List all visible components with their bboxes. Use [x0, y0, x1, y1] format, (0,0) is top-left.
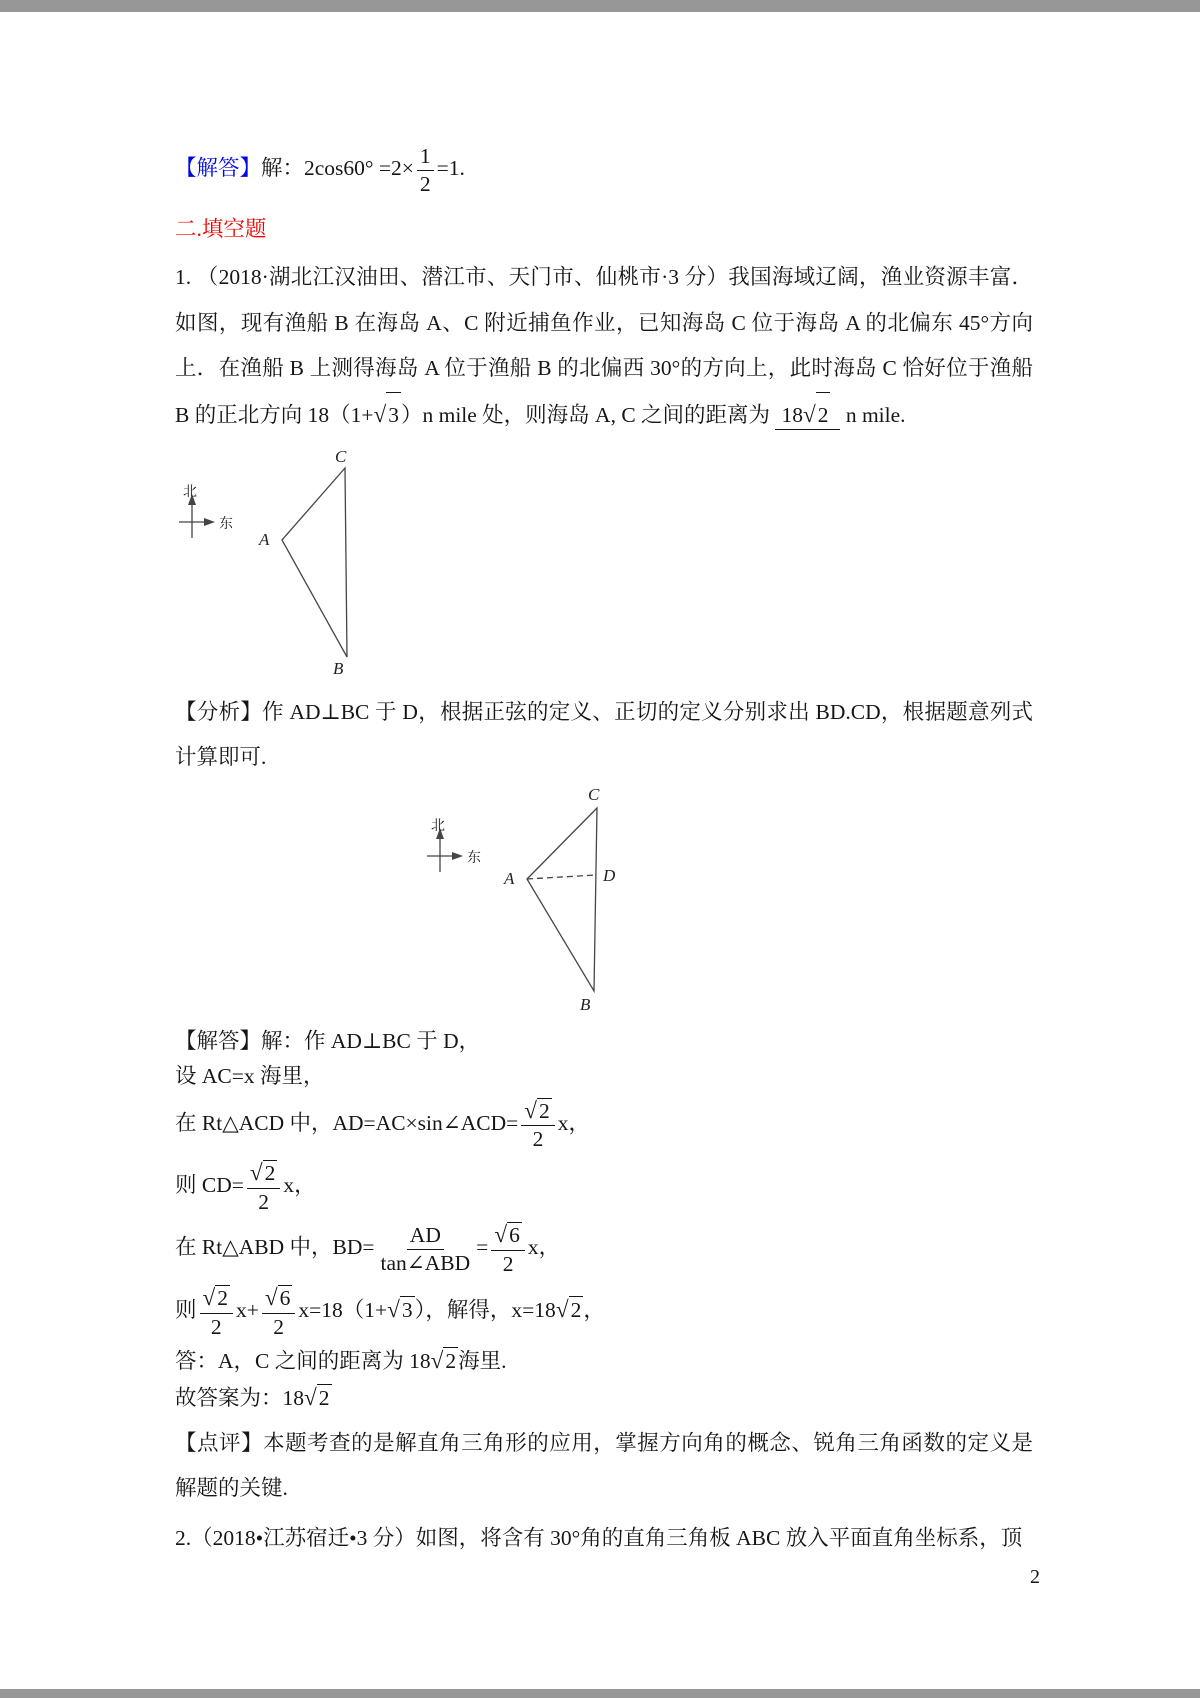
- analysis-paragraph: [175, 690, 1033, 780]
- solution-text: x，: [557, 1110, 591, 1135]
- problem2-paragraph: [175, 1516, 1033, 1561]
- fraction-sqrt6-over-2: $\frac{√6}{2}$: [491, 1222, 525, 1276]
- solution-text: 故答案为：18: [175, 1386, 305, 1411]
- east-arrowhead: [452, 852, 463, 860]
- solution-line-5: [175, 1222, 1033, 1276]
- equals-sign: =: [476, 1235, 489, 1260]
- fraction-sqrt6-over-2: $\frac{√6}{2}$: [262, 1285, 296, 1339]
- solution-text: x+: [236, 1298, 259, 1322]
- solution-line-6: [175, 1285, 1033, 1339]
- solution-text: 设 AC=x 海里，: [175, 1063, 325, 1088]
- answer-label: 【解答】: [175, 1028, 262, 1053]
- sqrt-3: √3: [387, 1297, 413, 1323]
- page-content: [175, 136, 1033, 1561]
- solution-text: x，: [283, 1173, 316, 1198]
- problem1-paragraph: [175, 255, 1033, 439]
- east-arrowhead: [204, 518, 215, 526]
- solution-text: 在 Rt△ACD 中，AD=AC×sin∠ACD=: [175, 1110, 519, 1135]
- analysis-label: 【分析】: [175, 699, 263, 724]
- solution-text: 则: [175, 1298, 197, 1322]
- sqrt-2: √2: [249, 1160, 276, 1187]
- vertex-d-label: D: [603, 865, 616, 885]
- solution-text: 答：A，C 之间的距离为 18: [175, 1349, 431, 1374]
- north-label: 北: [431, 818, 445, 834]
- figure-problem1: [175, 448, 1033, 686]
- solution-text: x，: [527, 1235, 561, 1260]
- fraction-sqrt2-over-2: $\frac{√2}{2}$: [200, 1285, 234, 1339]
- page-number: 2: [1030, 1566, 1040, 1588]
- solution-text: x=18（1+: [298, 1298, 388, 1322]
- problem1-text: ）n mile 处，则海岛 A, C 之间的距离为: [400, 402, 771, 427]
- sqrt-2: √2: [524, 1097, 550, 1124]
- vertex-c-label: C: [335, 447, 347, 466]
- vertex-b-label: B: [580, 994, 591, 1014]
- vertex-c-label: C: [588, 784, 600, 804]
- solution-text: 在 Rt△ABD 中，BD=: [175, 1235, 375, 1260]
- solution-line-7: [175, 1347, 1033, 1376]
- section-title: 二.填空题: [175, 217, 267, 242]
- solution-text: 则 CD=: [175, 1173, 244, 1198]
- sqrt-2: √2: [202, 1284, 229, 1311]
- figure1-drawing: [175, 448, 575, 680]
- problem1-text: 1. （2018·湖北江汉油田、潜江市、天门市、仙桃市·3 分）我国海域辽阔，渔业资源丰富．如图，现有渔船 B 在海岛 A、C 附近捕鱼作业，已知海岛 C 位于海岛 A 的北偏东 45°方向上．在渔船 B 上测得海岛 A 位于渔船 B 的北偏西 30°的方向上，此时海岛 C 恰好位于渔船 B 的正北方向 18（1+: [175, 265, 1033, 427]
- comment-text: 本题考查的是解直角三角形的应用，掌握方向角的概念、锐角三角函数的定义是解题的关键.: [175, 1431, 1033, 1501]
- fraction-sqrt2-over-2: $\frac{√2}{2}$: [521, 1098, 555, 1152]
- vertex-b-label: B: [333, 658, 344, 678]
- solution-line-top: [175, 144, 1033, 196]
- solution-line-1: [175, 1028, 1033, 1055]
- vertex-a-label: A: [504, 868, 515, 888]
- sqrt-6: √6: [264, 1284, 291, 1311]
- sqrt-2: √2: [304, 1385, 330, 1412]
- compass-rose: [179, 500, 208, 538]
- compass-rose: [427, 834, 456, 872]
- east-label: 东: [467, 850, 481, 866]
- sqrt-2: √2: [430, 1348, 457, 1375]
- vertex-a-label: A: [259, 529, 270, 549]
- figure2-drawing: [420, 784, 820, 1014]
- analysis-text: 作 AD⊥BC 于 D，根据正弦的定义、正切的定义分别求出 BD.CD，根据题意列式计算即可.: [175, 699, 1033, 769]
- solution-text: 解：作 AD⊥BC 于 D，: [261, 1028, 481, 1053]
- north-label: 北: [183, 484, 197, 500]
- segment-ad-dashed: [527, 875, 596, 879]
- sqrt-2: √2: [555, 1297, 582, 1323]
- solution-text: 海里.: [458, 1349, 507, 1374]
- problem2-text: 2.（2018•江苏宿迁•3 分）如图，将含有 30°角的直角三角板 ABC 放入平面直角坐标系，顶: [175, 1525, 1023, 1550]
- sqrt-2: √2: [803, 391, 831, 440]
- scan-edge-bottom: [0, 1689, 1200, 1698]
- scan-edge-top: [0, 0, 1200, 12]
- solution-line-3: [175, 1098, 1033, 1152]
- solution-text: =1.: [436, 156, 465, 181]
- triangle-abc: [282, 468, 347, 657]
- solution-text: ），解得，x=18: [414, 1298, 556, 1322]
- solution-text: ，: [583, 1298, 605, 1322]
- comment-label: 【点评】: [175, 1431, 264, 1456]
- figure-solution1: [420, 784, 1033, 1020]
- solution-text: 解：2cos60° =2×: [261, 156, 414, 181]
- problem1-text: n mile.: [840, 402, 906, 427]
- solution-line-8: [175, 1384, 1033, 1413]
- answer-blank: [775, 403, 840, 430]
- answer-label: 【解答】: [175, 156, 262, 181]
- sqrt-6: √6: [494, 1222, 520, 1249]
- fraction-sqrt2-over-2: $\frac{√2}{2}$: [247, 1160, 281, 1214]
- east-label: 东: [219, 516, 233, 532]
- solution-line-4: [175, 1160, 1033, 1214]
- fraction-ad-over-tan: $\frac{AD}{\text{tan∠ABD}}$: [380, 1223, 471, 1276]
- sqrt-3: √3: [373, 391, 401, 440]
- triangle-abc: [527, 808, 597, 991]
- fraction-one-half: $\frac{1}{2}$: [417, 144, 434, 196]
- comment-paragraph: [175, 1421, 1033, 1511]
- solution-line-2: [175, 1063, 1033, 1090]
- answer-value: 18: [781, 402, 803, 427]
